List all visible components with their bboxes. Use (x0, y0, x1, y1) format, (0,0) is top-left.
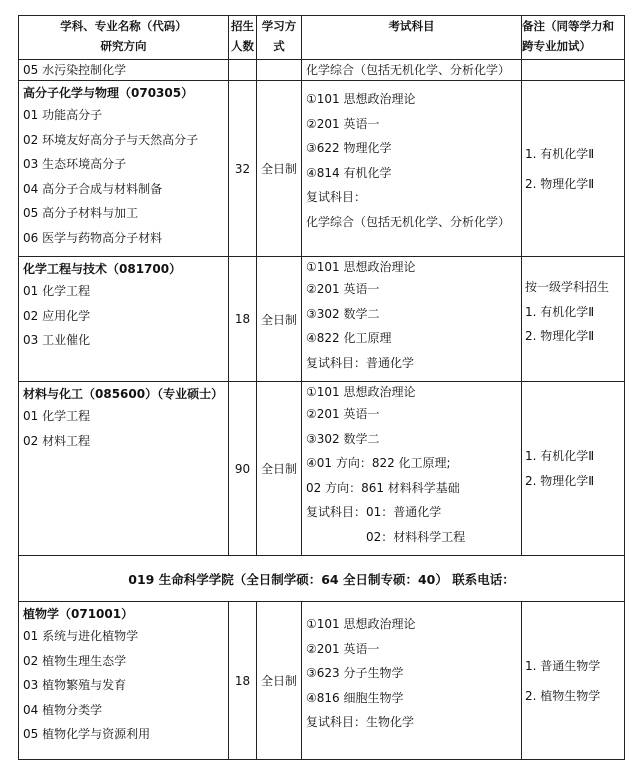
header-program-line1: 学科、专业名称（代码） (60, 19, 187, 33)
table-row (19, 60, 625, 81)
direction-item: 01 化学工程 (23, 409, 91, 423)
exam-item: ④822 化工原理 (306, 331, 392, 345)
direction-item: 01 系统与进化植物学 (23, 629, 139, 643)
exam-item: ②201 英语一 (306, 116, 380, 131)
exam-item: ④816 细胞生物学 (306, 690, 404, 705)
remark-item: 1. 有机化学Ⅱ (525, 146, 595, 161)
table-row (19, 81, 625, 257)
remark-item: 2. 物理化学Ⅱ (525, 329, 595, 343)
direction-item: 02 植物生理生态学 (23, 653, 127, 668)
direction-item: 02 环境友好高分子与天然高分子 (23, 132, 199, 147)
exam-item: ②201 英语一 (306, 641, 380, 656)
study-mode: 全日制 (257, 602, 302, 760)
program-title: 材料与化工（085600）（专业硕士） (23, 387, 224, 401)
exam-item: ③622 物理化学 (306, 141, 392, 155)
direction-item: 03 工业催化 (23, 333, 91, 347)
exam-item: ②201 英语一 (306, 407, 380, 421)
direction-item: 01 功能高分子 (23, 108, 103, 122)
program-title: 高分子化学与物理（070305） (23, 86, 194, 100)
remark-item: 按一级学科招生 (525, 280, 610, 294)
exam-item: 复试科目：01：普通化学 (306, 505, 442, 519)
exam-item: ③623 分子生物学 (306, 666, 404, 680)
direction-item: 05 植物化学与资源利用 (23, 727, 151, 741)
exam-item: ②201 英语一 (306, 282, 380, 296)
exam-item: 02：材料科学工程 (366, 529, 466, 544)
header-remarks: 备注（同等学力和跨专业加试） (522, 16, 625, 60)
exam-item: 复试科目：普通化学 (306, 355, 415, 370)
table-row (19, 382, 625, 556)
table-row (19, 257, 625, 382)
header-exam: 考试科目 (302, 16, 522, 60)
exam-item: 化学综合（包括无机化学、分析化学） (306, 214, 511, 229)
program-title: 植物学（071001） (23, 607, 134, 621)
study-mode: 全日制 (257, 382, 302, 556)
exam-item: 复试科目： (306, 190, 367, 204)
exam-item: ①101 思想政治理论 (306, 92, 416, 106)
header-program-line2: 研究方向 (100, 39, 147, 53)
remark-item: 2. 物理化学Ⅱ (525, 176, 595, 191)
exam-item: ①101 思想政治理论 (306, 617, 416, 631)
remark-item: 2. 植物生物学 (525, 688, 601, 703)
direction-item: 05 高分子材料与加工 (23, 206, 139, 220)
header-count: 招生人数 (229, 16, 257, 60)
exam-item: 02 方向：861 材料科学基础 (306, 480, 460, 495)
study-mode: 全日制 (257, 81, 302, 257)
enrollment-count: 18 (229, 257, 257, 382)
program-title: 化学工程与技术（081700） (23, 262, 182, 276)
direction-item: 06 医学与药物高分子材料 (23, 230, 163, 245)
college-heading: 019 生命科学学院（全日制学硕：64 全日制专硕：40） 联系电话： (19, 556, 625, 602)
direction-item: 04 植物分类学 (23, 702, 103, 717)
exam-item: ③302 数学二 (306, 431, 380, 446)
direction-item: 03 植物繁殖与发育 (23, 678, 127, 692)
enrollment-count: 32 (229, 81, 257, 257)
study-mode: 全日制 (257, 257, 302, 382)
direction-item: 03 生态环境高分子 (23, 157, 127, 171)
remark-item: 1. 有机化学Ⅱ (525, 304, 595, 319)
direction-item: 05 水污染控制化学 (23, 63, 127, 77)
exam-item: ④01 方向：822 化工原理; (306, 456, 451, 470)
enrollment-count: 18 (229, 602, 257, 760)
header-row (19, 16, 625, 60)
exam-item: ③302 数学二 (306, 306, 380, 321)
enrollment-count: 90 (229, 382, 257, 556)
direction-item: 02 应用化学 (23, 308, 91, 323)
exam-item: ①101 思想政治理论 (306, 385, 416, 399)
direction-item: 02 材料工程 (23, 433, 91, 448)
exam-item: ④814 有机化学 (306, 165, 392, 180)
remark-item: 1. 有机化学Ⅱ (525, 449, 595, 463)
college-row (19, 556, 625, 602)
header-program (19, 16, 229, 60)
exam-item: 化学综合（包括无机化学、分析化学） (306, 63, 511, 77)
remark-item: 1. 普通生物学 (525, 658, 601, 673)
remark-item: 2. 物理化学Ⅱ (525, 473, 595, 488)
exam-item: ①101 思想政治理论 (306, 260, 416, 274)
direction-item: 01 化学工程 (23, 284, 91, 298)
header-mode: 学习方式 (257, 16, 302, 60)
table-row (19, 602, 625, 760)
admissions-table (18, 15, 625, 760)
direction-item: 04 高分子合成与材料制备 (23, 181, 163, 196)
exam-item: 复试科目：生物化学 (306, 715, 415, 729)
